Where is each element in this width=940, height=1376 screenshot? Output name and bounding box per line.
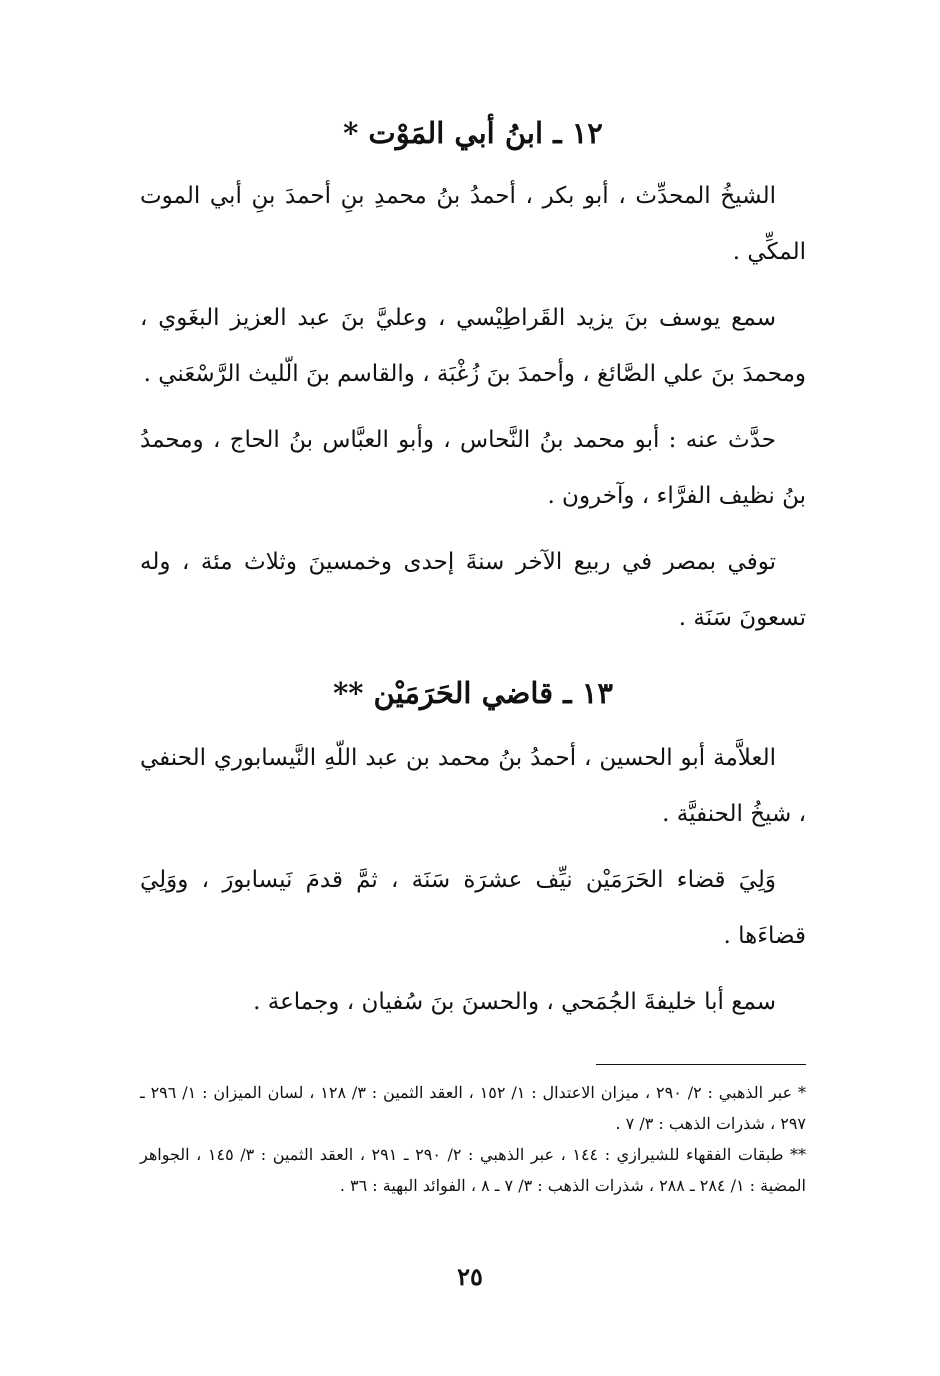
footnote-divider xyxy=(596,1064,806,1065)
entry-paragraph: وَلِيَ قضاء الحَرَمَيْن نيِّف عشرَة سَنَة ، ثمَّ قدمَ نَيسابورَ ، ووَلِيَ قضاءَها . xyxy=(140,867,806,949)
biography-entry-13 xyxy=(140,668,806,1030)
entry-paragraph: الشيخُ المحدِّث ، أبو بكر ، أحمدُ بنُ محمدِ بنِ أحمدَ بنِ أبي الموت المكِّي . xyxy=(140,183,806,265)
entry-heading: ١٣ ـ قاضي الحَرَمَيْن ** xyxy=(333,676,613,710)
entry-paragraph: سمع أبا خليفةَ الجُمَحي ، والحسنَ بنَ سُفيان ، وجماعة . xyxy=(253,989,776,1015)
biography-entry-12 xyxy=(140,108,806,646)
entry-heading: ١٢ ـ ابنُ أبي المَوْت * xyxy=(343,116,603,150)
footnotes xyxy=(140,1077,806,1201)
entry-paragraph: حدَّث عنه : أبو محمد بنُ النَّحاس ، وأبو العبَّاس بنُ الحاج ، ومحمدُ بنُ نظيف الفرَّاء ، وآخرون . xyxy=(140,427,806,509)
entry-paragraph: العلاَّمة أبو الحسين ، أحمدُ بنُ محمد بن عبد اللّهِ النَّيسابوري الحنفي ، شيخُ الحنفيَّة . xyxy=(140,745,806,827)
entry-paragraph: سمع يوسف بنَ يزيد القَراطِيْسي ، وعليَّ بنَ عبد العزيز البغَوي ، ومحمدَ بنَ علي الصَّائغ ، وأحمدَ بنَ زُغْبَة ، والقاسم بنَ الّليث الرَّسْعَني . xyxy=(140,305,806,387)
entry-paragraph: توفي بمصر في ربيع الآخر سنةَ إحدى وخمسينَ وثلاث مئة ، وله تسعونَ سَنَة . xyxy=(140,549,806,631)
footnote: * عبر الذهبي : ٢/ ٢٩٠ ، ميزان الاعتدال : ١/ ١٥٢ ، العقد الثمين : ٣/ ١٢٨ ، لسان الميزان : ١/ ٢٩٦ ـ ٢٩٧ ، شذرات الذهب : ٣/ ٧ . xyxy=(140,1083,807,1133)
book-page xyxy=(140,96,806,1296)
footnote: ** طبقات الفقهاء للشيرازي : ١٤٤ ، عبر الذهبي : ٢/ ٢٩٠ ـ ٢٩١ ، العقد الثمين : ٣/ ١٤٥ ، الجواهر المضية : ١/ ٢٨٤ ـ ٢٨٨ ، شذرات الذهب : ٣/ ٧ ـ ٨ ، الفوائد البهية : ٣٦ . xyxy=(140,1145,807,1195)
page-number: ٢٥ xyxy=(457,1262,483,1291)
